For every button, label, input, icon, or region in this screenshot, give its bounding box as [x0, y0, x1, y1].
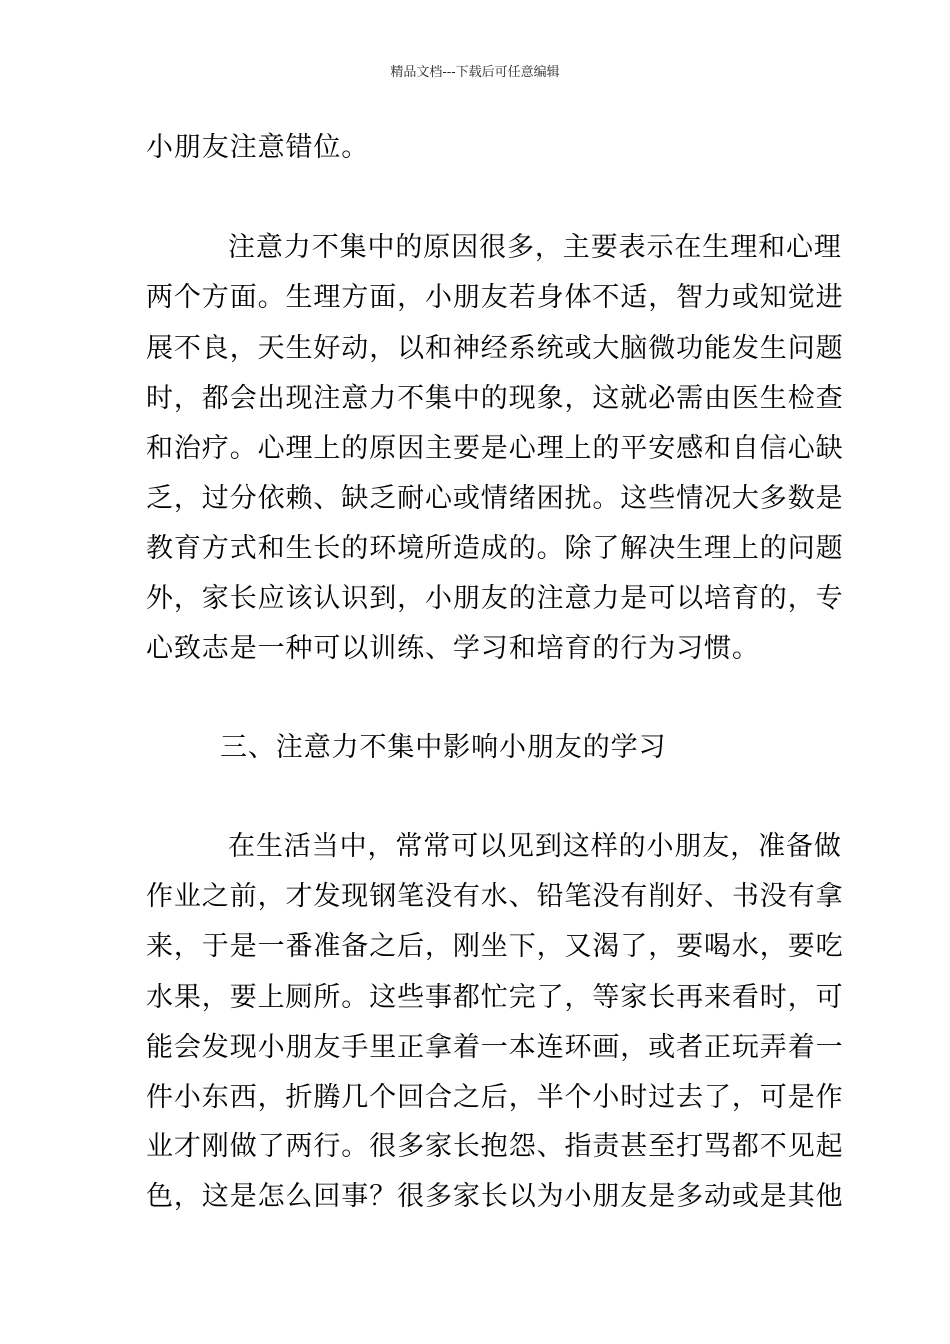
paragraph-first-line: 在生活当中，常常可以见到这样的小朋友，准备做	[228, 831, 842, 862]
body-line: 两个方面。生理方面，小朋友若身体不适，智力或知觉进	[146, 282, 844, 313]
body-line: 展不良，天生好动，以和神经系统或大脑微功能发生问题	[146, 333, 844, 364]
body-line: 心致志是一种可以训练、学习和培育的行为习惯。	[146, 633, 760, 664]
body-line: 色，这是怎么回事？很多家长以为小朋友是多动或是其他	[146, 1181, 844, 1212]
section-heading: 三、注意力不集中影响小朋友的学习	[220, 732, 667, 763]
body-line: 外，家长应该认识到，小朋友的注意力是可以培育的，专	[146, 583, 844, 614]
body-line: 来，于是一番准备之后，刚坐下，又渴了，要喝水，要吃	[146, 931, 844, 962]
body-line: 和治疗。心理上的原因主要是心理上的平安感和自信心缺	[146, 433, 844, 464]
paragraph-first-line: 注意力不集中的原因很多，主要表示在生理和心理	[228, 232, 842, 263]
body-line: 小朋友注意错位。	[146, 132, 370, 163]
page-header: 精品文档---下载后可任意编辑	[390, 65, 560, 80]
body-line: 能会发现小朋友手里正拿着一本连环画，或者正玩弄着一	[146, 1032, 844, 1063]
body-line: 乏，过分依赖、缺乏耐心或情绪困扰。这些情况大多数是	[146, 483, 844, 514]
body-line: 业才刚做了两行。很多家长抱怨、指责甚至打骂都不见起	[146, 1131, 844, 1162]
body-line: 件小东西，折腾几个回合之后，半个小时过去了，可是作	[146, 1082, 844, 1113]
body-line: 时，都会出现注意力不集中的现象，这就必需由医生检查	[146, 383, 844, 414]
body-line: 教育方式和生长的环境所造成的。除了解决生理上的问题	[146, 533, 844, 564]
body-line: 作业之前，才发现钢笔没有水、铅笔没有削好、书没有拿	[146, 881, 844, 912]
body-line: 水果，要上厕所。这些事都忙完了，等家长再来看时，可	[146, 982, 844, 1013]
